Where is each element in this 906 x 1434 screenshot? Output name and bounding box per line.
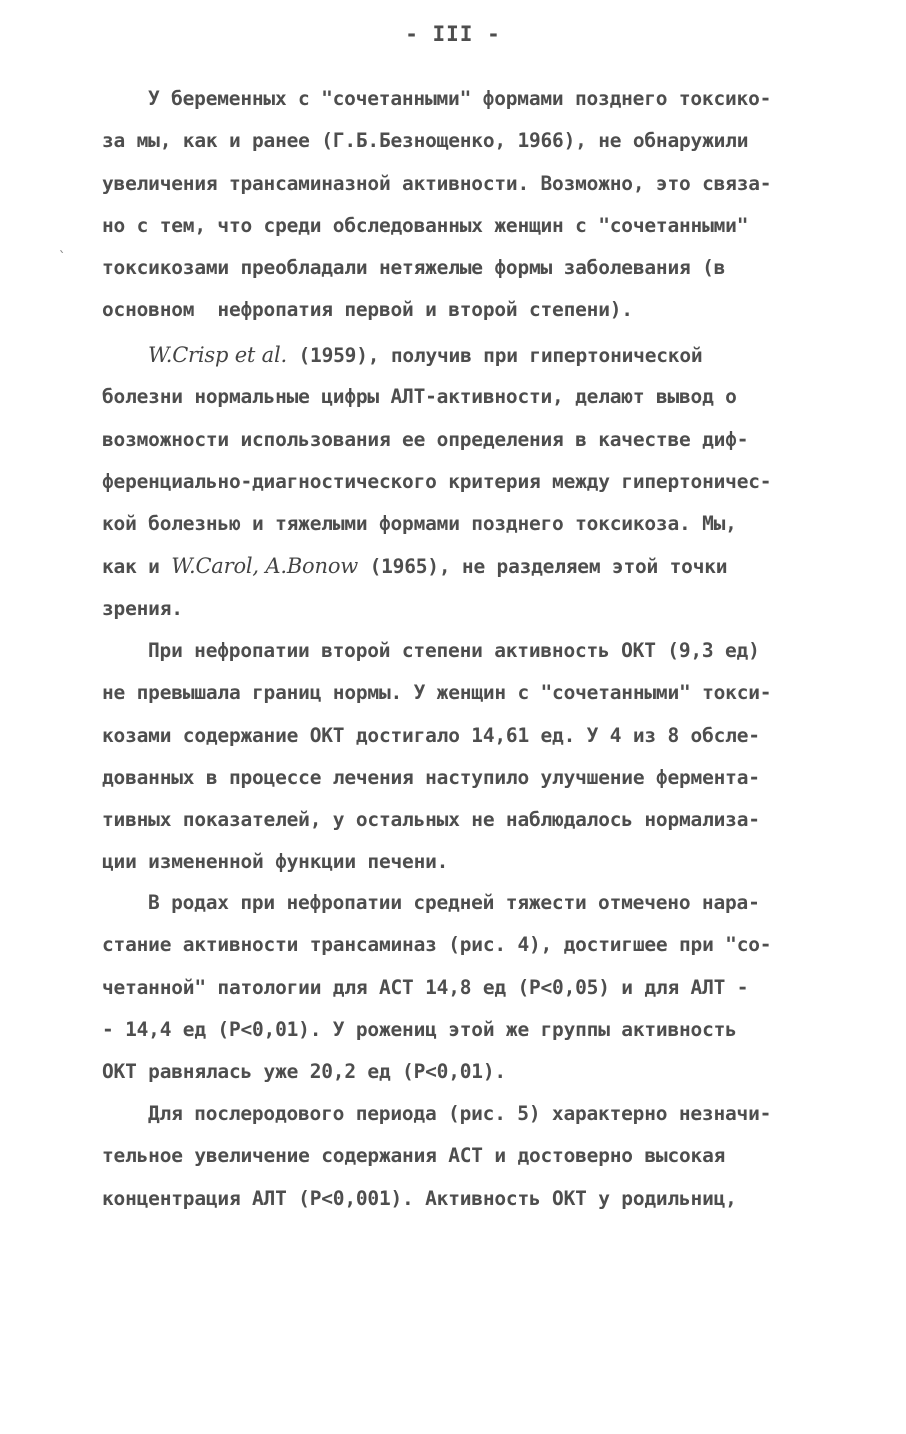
text-line: основном нефропатия первой и второй степени). xyxy=(102,298,633,322)
text-line: увеличения трансаминазной активности. Возможно, это связа- xyxy=(102,171,772,195)
text-line: возможности использования ее определения в качестве диф- xyxy=(102,427,749,451)
text-fragment: как и xyxy=(102,555,172,579)
text-line: Для послеродового периода (рис. 5) характерно незначи- xyxy=(148,1102,772,1125)
text-line: кой болезнью и тяжелыми формами позднего токсикоза. Мы, xyxy=(102,512,737,536)
paragraph-3 xyxy=(102,630,842,884)
text-line: У беременных с "сочетанными" формами позднего токсико- xyxy=(148,87,772,110)
text-fragment: (1959), получив при гипертонической xyxy=(286,344,703,367)
text-fragment: (1965), не разделяем этой точки xyxy=(358,555,728,579)
text-line: зрения. xyxy=(102,596,183,620)
text-line: В родах при нефропатии средней тяжести отмечено нара- xyxy=(148,891,760,914)
paragraph-1 xyxy=(102,78,842,332)
paragraph-4 xyxy=(102,882,842,1093)
text-line: тивных показателей, у остальных не наблюдалось нормализа- xyxy=(102,808,760,832)
text-line: токсикозами преобладали нетяжелые формы заболевания (в xyxy=(102,256,726,280)
text-line: стание активности трансаминаз (рис. 4), достигшее при "со- xyxy=(102,933,772,957)
text-line: но с тем, что среди обследованных женщин с "сочетанными" xyxy=(102,213,749,237)
text-line: концентрация АЛТ (Р<0,001). Активность ОКТ у родильниц, xyxy=(102,1186,737,1210)
handwritten-author: W.Crisp et al. xyxy=(148,343,287,367)
text-line: ОКТ равнялась уже 20,2 ед (Р<0,01). xyxy=(102,1060,506,1084)
text-line: болезни нормальные цифры АЛТ-активности, делают вывод о xyxy=(102,385,737,409)
text-line: тельное увеличение содержания АСТ и достоверно высокая xyxy=(102,1144,726,1168)
handwritten-author: W.Carol, A.Bonow xyxy=(171,554,359,579)
text-line: При нефропатии второй степени активность ОКТ (9,3 ед) xyxy=(148,639,760,662)
text-line: ференциально-диагностического критерия между гипертоничес- xyxy=(102,469,772,493)
text-line: за мы, как и ранее (Г.Б.Безнощенко, 1966), не обнаружили xyxy=(102,129,749,153)
paragraph-5 xyxy=(102,1093,842,1220)
text-line: не превышала границ нормы. У женщин с "сочетанными" токси- xyxy=(102,681,772,705)
text-line: ции измененной функции печени. xyxy=(102,850,449,874)
text-line: четанной" патологии для АСТ 14,8 ед (Р<0,05) и для АЛТ - xyxy=(102,975,749,999)
text-line: дованных в процессе лечения наступило улучшение ферментa- xyxy=(102,765,760,789)
text-line: козами содержание ОКТ достигало 14,61 ед. У 4 из 8 обсле- xyxy=(102,723,760,747)
text-line: - 14,4 ед (Р<0,01). У рожениц этой же группы активность xyxy=(102,1017,737,1041)
text-line xyxy=(102,545,842,587)
text-line xyxy=(102,334,842,376)
page-number: - III - xyxy=(405,22,501,46)
paragraph-2 xyxy=(102,334,842,630)
margin-mark: ` xyxy=(58,250,67,266)
